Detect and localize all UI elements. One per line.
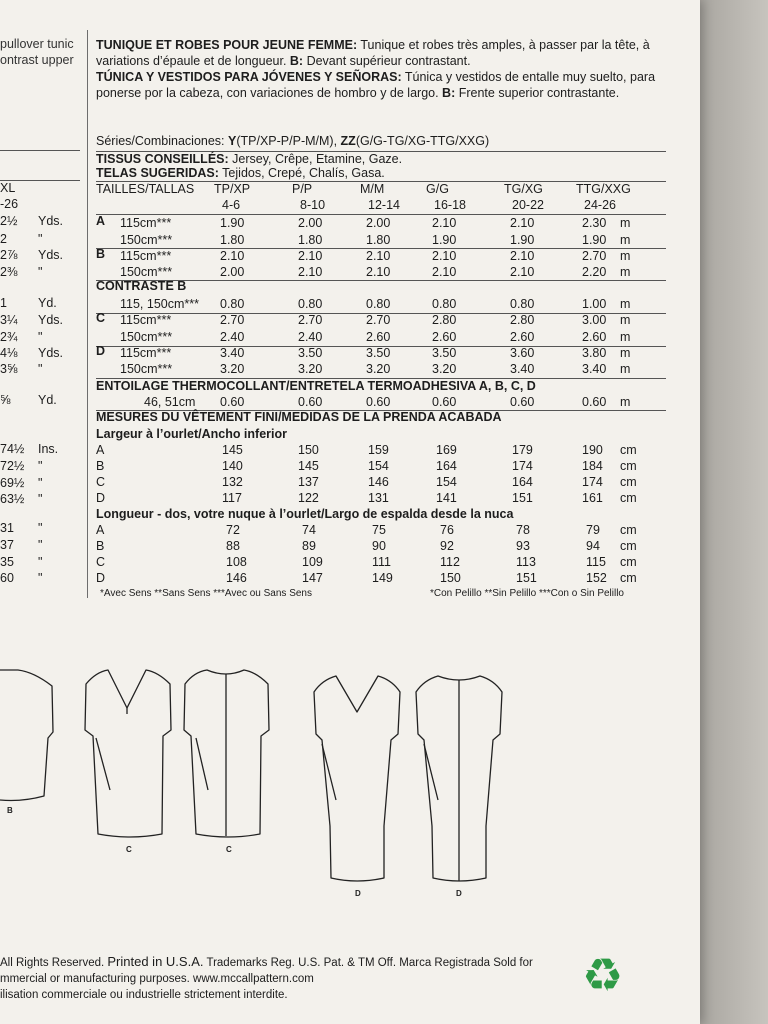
hem-width-value: 145 [298, 459, 319, 473]
fr-view-b-text: Devant supérieur contrastant. [303, 54, 471, 68]
hem-width-value: 190 [582, 443, 603, 457]
hem-width-value: 184 [582, 459, 603, 473]
recycle-icon: ♻ [582, 949, 624, 1001]
view-label: A [96, 523, 105, 537]
size-col-header: TG/XG [504, 182, 543, 196]
back-length-value: 89 [302, 539, 316, 553]
yardage-value: 3.50 [432, 346, 457, 360]
view-label: B [96, 539, 105, 553]
footer-printed: Printed in U.S.A. [107, 954, 204, 969]
size-col-header: G/G [426, 182, 449, 196]
back-length-value: 150 [440, 571, 461, 585]
yardage-value: 2.10 [510, 249, 535, 263]
footer-line-3: ilisation commerciale ou industrielle strictement interdite. [0, 989, 288, 1001]
fabric-width: 115cm*** [120, 249, 172, 263]
left-unit: Yds. [38, 214, 64, 228]
back-length-value: 115 [586, 555, 606, 569]
es-description: Túnica y vestidos de entalle muy suelto, para ponerse por la cabeza, con variaciones de hombro y de largo. [96, 70, 656, 100]
view-label: A [96, 214, 106, 228]
yardage-value: 2.70 [366, 313, 391, 327]
unit-label: m [620, 233, 631, 247]
footer-line-2: mmercial or manufacturing purposes. www.mccallpattern.com [0, 973, 314, 985]
unit-label: m [620, 313, 631, 327]
yardage-value: 2.10 [366, 249, 391, 263]
yardage-value: 0.80 [366, 297, 391, 311]
yardage-value: 2.00 [366, 216, 391, 230]
back-length-value: 111 [372, 555, 392, 569]
unit-label: cm [620, 571, 637, 585]
yardage-value: 3.40 [220, 346, 245, 360]
left-unit: " [38, 555, 43, 569]
left-intro-line-1: pullover tunic [0, 37, 74, 51]
view-label: B [96, 459, 105, 473]
hem-width-value: 151 [512, 491, 533, 505]
hem-width-value: 161 [582, 491, 603, 505]
yardage-value: 3.20 [220, 362, 245, 376]
interfacing-title: ENTOILAGE THERMOCOLLANT/ENTRETELA TERMOADHESIVA A, B, C, D [96, 379, 536, 393]
yardage-value: 2.10 [510, 216, 535, 230]
view-label: C [96, 475, 106, 489]
fabric-width: 150cm*** [120, 330, 173, 344]
yardage-value: 2.70 [582, 249, 607, 263]
fr-description: Tunique et robes très amples, à passer par la tête, à variations d’épaule et de longueur. [96, 38, 650, 68]
interfacing-value: 0.60 [510, 395, 535, 409]
series-y: Y [228, 134, 237, 148]
hem-width-value: 141 [436, 491, 457, 505]
back-length-value: 109 [302, 555, 323, 569]
back-length-value: 94 [586, 539, 600, 553]
series-zz: ZZ [340, 134, 356, 148]
view-label: C [96, 555, 106, 569]
left-unit: " [38, 538, 43, 552]
unit-label: m [620, 297, 631, 311]
back-length-value: 74 [302, 523, 316, 537]
left-yardage-value: 3¼ [0, 313, 18, 327]
yardage-value: 0.80 [432, 297, 457, 311]
unit-label: m [620, 330, 631, 344]
back-length-value: 72 [226, 523, 240, 537]
fabric-width: 115, 150cm*** [120, 297, 199, 311]
yardage-value: 2.10 [298, 265, 323, 279]
yardage-value: 2.00 [298, 216, 323, 230]
view-label: C [96, 311, 106, 325]
interfacing-value: 0.60 [220, 395, 245, 409]
size-range: 8-10 [300, 198, 326, 212]
hem-width-value: 164 [512, 475, 533, 489]
hem-width-value: 159 [368, 443, 389, 457]
unit-label: m [620, 362, 631, 376]
view-label: D [96, 571, 106, 585]
back-length-title: Longueur - dos, votre nuque à l’ourlet/Largo de espalda desde la nuca [96, 507, 514, 521]
left-yardage-value: 74½ [0, 442, 25, 456]
interfacing-value: 0.60 [366, 395, 391, 409]
hem-width-value: 164 [436, 459, 457, 473]
left-yardage-value: 2½ [0, 214, 18, 228]
fabrics-es-label: TELAS SUGERIDAS: [96, 166, 219, 180]
left-unit: Yds. [38, 248, 64, 262]
yardage-value: 1.90 [510, 233, 535, 247]
yardage-value: 2.00 [220, 265, 245, 279]
es-title: TÚNICA Y VESTIDOS PARA JÓVENES Y SEÑORAS: [96, 70, 402, 84]
back-length-value: 93 [516, 539, 530, 553]
yardage-value: 0.80 [510, 297, 535, 311]
size-range: 24-26 [584, 198, 616, 212]
drawing-label-c: C [226, 845, 232, 854]
hem-width-value: 132 [222, 475, 243, 489]
yardage-value: 1.90 [220, 216, 245, 230]
description-block [96, 37, 676, 101]
yardage-value: 2.60 [510, 330, 535, 344]
fabric-width: 115cm*** [120, 216, 172, 230]
left-unit: Yd. [38, 393, 57, 407]
fr-view-b-label: B: [289, 54, 304, 68]
left-yardage-value: 63½ [0, 492, 25, 506]
hem-width-value: 137 [298, 475, 319, 489]
back-length-value: 146 [226, 571, 247, 585]
fr-title: TUNIQUE ET ROBES POUR JEUNE FEMME: [96, 38, 358, 52]
unit-label: cm [620, 539, 637, 553]
yardage-value: 3.50 [298, 346, 323, 360]
yardage-value: 3.40 [510, 362, 535, 376]
hem-width-value: 140 [222, 459, 243, 473]
footer-line-1 [0, 954, 533, 969]
left-header-text: XL [0, 181, 16, 195]
left-yardage-value: 37 [0, 538, 14, 552]
view-label: CONTRASTE B [96, 279, 187, 293]
interfacing-value: 0.60 [582, 395, 607, 409]
yardage-value: 3.00 [582, 313, 607, 327]
yardage-value: 1.80 [366, 233, 391, 247]
left-yardage-value: 4⅛ [0, 346, 18, 360]
fabrics-fr-list: Jersey, Crêpe, Etamine, Gaze. [228, 152, 403, 166]
hem-width-value: 150 [298, 443, 319, 457]
yardage-value: 2.60 [582, 330, 607, 344]
left-unit: " [38, 232, 43, 246]
view-c-front-drawing [85, 670, 171, 837]
hem-width-value: 179 [512, 443, 533, 457]
drawing-label-b: B [7, 806, 13, 815]
view-d-front-drawing [314, 676, 400, 881]
left-yardage-value: ⅝ [0, 393, 11, 407]
yardage-value: 2.10 [220, 249, 245, 263]
yardage-value: 2.10 [432, 216, 457, 230]
unit-label: cm [620, 523, 637, 537]
back-length-value: 113 [516, 555, 536, 569]
back-length-value: 76 [440, 523, 454, 537]
series-label: Séries/Combinaciones: [96, 134, 229, 148]
hem-width-value: 145 [222, 443, 243, 457]
left-yardage-value: 35 [0, 555, 14, 569]
unit-label: cm [620, 491, 637, 505]
back-length-value: 90 [372, 539, 386, 553]
left-unit: " [38, 476, 43, 490]
left-yardage-value: 1 [0, 296, 7, 310]
footer-trademarks: Trademarks Reg. U.S. Pat. & TM Off. Marca Registrada Sold for [203, 957, 533, 969]
hem-width-value: 131 [368, 491, 389, 505]
fabric-width: 115cm*** [120, 346, 172, 360]
size-range: 12-14 [368, 198, 400, 212]
left-unit: Yds. [38, 346, 64, 360]
fabric-width: 115cm*** [120, 313, 172, 327]
sizes-header-label: TAILLES/TALLAS [96, 182, 195, 196]
unit-label: cm [620, 555, 637, 569]
hem-width-value: 117 [222, 491, 242, 505]
left-yardage-value: 2¾ [0, 330, 18, 344]
yardage-value: 2.80 [510, 313, 535, 327]
yardage-value: 2.10 [510, 265, 535, 279]
interfacing-value: 0.60 [432, 395, 457, 409]
yardage-value: 2.10 [432, 249, 457, 263]
back-length-value: 92 [440, 539, 454, 553]
yardage-value: 2.10 [432, 265, 457, 279]
yardage-value: 1.00 [582, 297, 607, 311]
yardage-value: 2.40 [298, 330, 323, 344]
yardage-value: 3.60 [510, 346, 535, 360]
left-unit: " [38, 362, 43, 376]
left-yardage-value: 2 [0, 232, 7, 246]
size-range: 16-18 [434, 198, 466, 212]
left-yardage-value: 31 [0, 521, 14, 535]
view-label: D [96, 344, 106, 358]
hem-width-title: Largeur à l’ourlet/Ancho inferior [96, 427, 287, 441]
yardage-value: 1.80 [298, 233, 323, 247]
left-yardage-value: 72½ [0, 459, 25, 473]
left-unit: " [38, 330, 43, 344]
fabric-width: 150cm*** [120, 233, 173, 247]
technical-drawings [0, 640, 700, 900]
left-unit: " [38, 265, 43, 279]
footnote-es: *Con Pelillo **Sin Pelillo ***Con o Sin Pelillo [430, 588, 624, 599]
unit-label: cm [620, 475, 637, 489]
unit-label: cm [620, 443, 637, 457]
drawing-label-d: D [456, 889, 462, 898]
yardage-value: 3.20 [366, 362, 391, 376]
drawing-label-d: D [355, 889, 361, 898]
back-length-value: 78 [516, 523, 530, 537]
left-yardage-value: 2⅜ [0, 265, 18, 279]
size-range: 4-6 [222, 198, 241, 212]
left-unit: " [38, 521, 43, 535]
left-header-text: -26 [0, 197, 19, 211]
es-view-b-label: B: [442, 86, 456, 100]
left-unit: " [38, 459, 43, 473]
yardage-value: 2.10 [298, 249, 323, 263]
back-length-value: 112 [440, 555, 460, 569]
yardage-value: 3.20 [298, 362, 323, 376]
yardage-value: 1.90 [582, 233, 607, 247]
yardage-value: 3.80 [582, 346, 607, 360]
yardage-value: 2.30 [582, 216, 607, 230]
footnote-fr: *Avec Sens **Sans Sens ***Avec ou Sans Sens [100, 588, 312, 599]
hem-width-value: 146 [368, 475, 389, 489]
fabrics-fr-label: TISSUS CONSEILLÉS: [96, 152, 229, 166]
left-intro-line-2: ontrast upper [0, 53, 74, 67]
column-divider [87, 30, 88, 598]
back-length-value: 152 [586, 571, 607, 585]
fabric-width: 150cm*** [120, 362, 173, 376]
size-series [96, 134, 489, 148]
background-surface [700, 0, 768, 1024]
unit-label: m [620, 395, 631, 409]
back-length-value: 149 [372, 571, 393, 585]
back-length-value: 151 [516, 571, 537, 585]
left-divider [0, 150, 80, 151]
yardage-value: 2.80 [432, 313, 457, 327]
unit-label: m [620, 346, 631, 360]
yardage-value: 2.10 [366, 265, 391, 279]
interfacing-value: 0.60 [298, 395, 323, 409]
footer-rights: All Rights Reserved. [0, 957, 108, 969]
yardage-value: 2.70 [220, 313, 245, 327]
view-label: A [96, 443, 105, 457]
unit-label: m [620, 265, 631, 279]
size-col-header: TP/XP [214, 182, 251, 196]
view-label: D [96, 491, 106, 505]
series-zz-sizes: (G/G-TG/XG-TTG/XXG) [355, 134, 490, 148]
yardage-value: 3.20 [432, 362, 457, 376]
size-range: 20-22 [512, 198, 544, 212]
yardage-value: 2.70 [298, 313, 323, 327]
fabric-width: 150cm*** [120, 265, 173, 279]
back-length-value: 88 [226, 539, 240, 553]
left-yardage-value: 3⅝ [0, 362, 18, 376]
drawing-label-c: C [126, 845, 132, 854]
left-unit: Yds. [38, 313, 64, 327]
series-y-sizes: (TP/XP-P/P-M/M), [236, 134, 341, 148]
left-yardage-value: 60 [0, 571, 14, 585]
unit-label: m [620, 249, 631, 263]
back-length-value: 147 [302, 571, 323, 585]
left-unit: " [38, 571, 43, 585]
back-length-value: 108 [226, 555, 247, 569]
hem-width-value: 169 [436, 443, 457, 457]
fabrics-es-list: Tejidos, Crepé, Chalís, Gasa. [218, 166, 385, 180]
view-b-drawing [0, 670, 53, 801]
view-label: B [96, 247, 106, 261]
left-yardage-value: 69½ [0, 476, 25, 490]
left-unit: " [38, 492, 43, 506]
measures-title: MESURES DU VÊTEMENT FINI/MEDIDAS DE LA PRENDA ACABADA [96, 410, 502, 424]
yardage-value: 1.90 [432, 233, 457, 247]
back-length-value: 79 [586, 523, 600, 537]
size-col-header: P/P [292, 182, 313, 196]
divider [96, 214, 666, 215]
yardage-value: 1.80 [220, 233, 245, 247]
yardage-value: 2.60 [432, 330, 457, 344]
left-unit: Ins. [38, 442, 59, 456]
hem-width-value: 174 [582, 475, 603, 489]
yardage-value: 0.80 [298, 297, 323, 311]
size-col-header: TTG/XXG [576, 182, 631, 196]
yardage-value: 3.50 [366, 346, 391, 360]
hem-width-value: 154 [368, 459, 389, 473]
hem-width-value: 154 [436, 475, 457, 489]
fabrics-fr [96, 152, 402, 166]
yardage-value: 2.40 [220, 330, 245, 344]
yardage-value: 3.40 [582, 362, 607, 376]
fabrics-es [96, 166, 385, 180]
unit-label: cm [620, 459, 637, 473]
es-view-b-text: Frente superior contrastante. [455, 86, 620, 100]
size-col-header: M/M [360, 182, 385, 196]
yardage-value: 2.60 [366, 330, 391, 344]
left-unit: Yd. [38, 296, 57, 310]
hem-width-value: 174 [512, 459, 533, 473]
left-yardage-value: 2⅞ [0, 248, 18, 262]
interfacing-width: 46, 51cm [144, 395, 196, 409]
unit-label: m [620, 216, 631, 230]
back-length-value: 75 [372, 523, 386, 537]
yardage-value: 0.80 [220, 297, 245, 311]
hem-width-value: 122 [298, 491, 319, 505]
yardage-value: 2.20 [582, 265, 607, 279]
